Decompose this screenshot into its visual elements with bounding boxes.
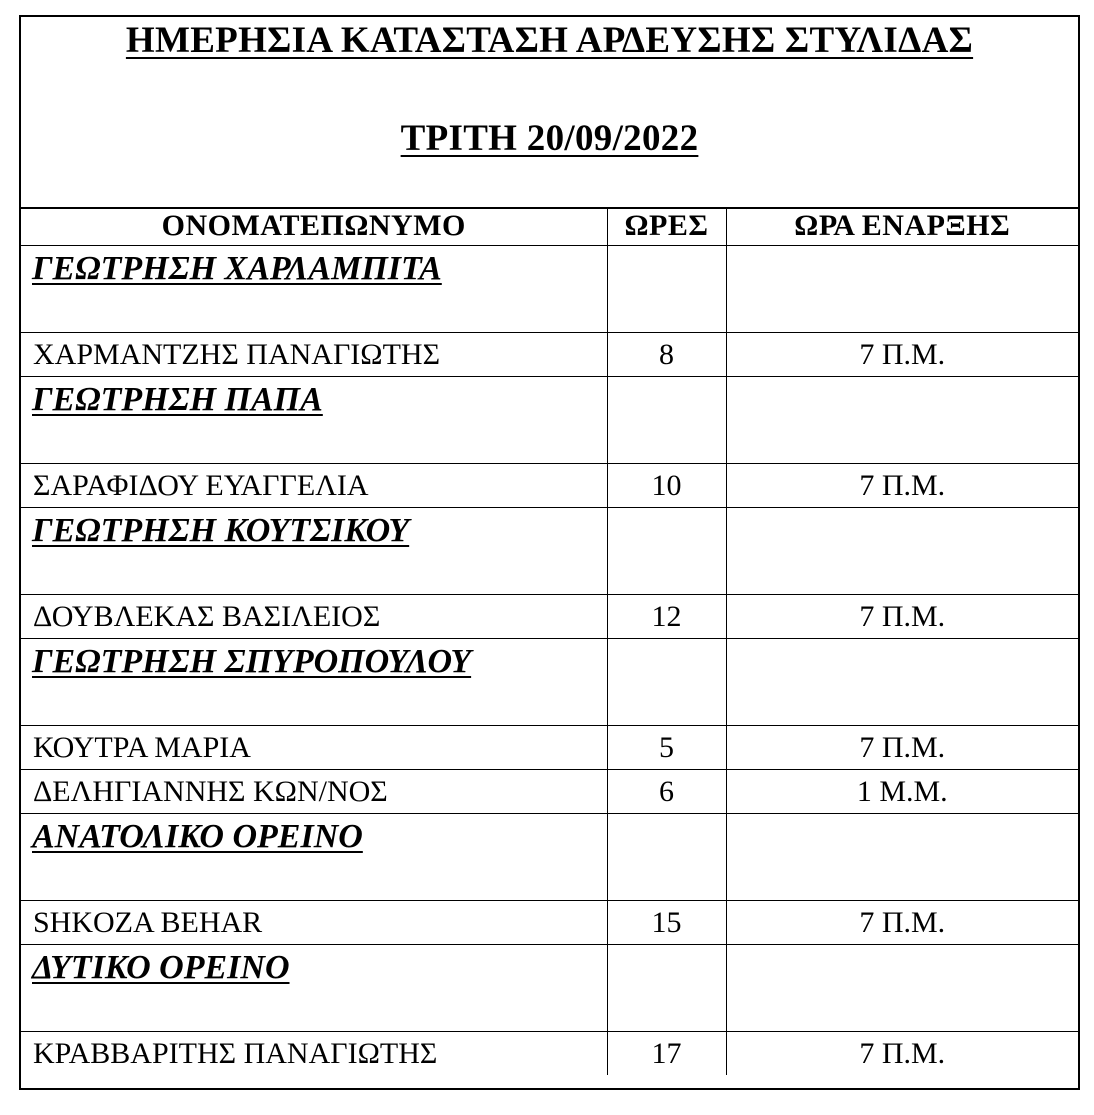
title-box [21, 17, 1078, 209]
document-frame [19, 15, 1080, 1090]
table-row [21, 770, 1078, 814]
section-empty-cell [607, 377, 726, 464]
hours-value: 15 [607, 901, 726, 945]
start-time-value: 7 Π.Μ. [726, 1032, 1078, 1076]
employee-name: ΚΟΥΤΡΑ ΜΑΡΙΑ [21, 726, 607, 770]
section-title: ΓΕΩΤΡΗΣΗ ΣΠΥΡΟΠΟΥΛΟΥ [32, 643, 472, 680]
section-empty-cell [726, 814, 1078, 901]
section-empty-cell [607, 639, 726, 726]
hours-value: 5 [607, 726, 726, 770]
section-empty-cell [607, 508, 726, 595]
section-row [21, 945, 1078, 1032]
section-title-cell [21, 945, 607, 1032]
hours-value: 8 [607, 333, 726, 377]
section-row [21, 377, 1078, 464]
table-row [21, 1032, 1078, 1076]
employee-name: ΔΕΛΗΓΙΑΝΝΗΣ ΚΩΝ/ΝΟΣ [21, 770, 607, 814]
employee-name: ΣΑΡΑΦΙΔΟΥ ΕΥΑΓΓΕΛΙΑ [21, 464, 607, 508]
start-time-value: 7 Π.Μ. [726, 901, 1078, 945]
employee-name: ΔΟΥΒΛΕΚΑΣ ΒΑΣΙΛΕΙΟΣ [21, 595, 607, 639]
section-title: ΓΕΩΤΡΗΣΗ ΚΟΥΤΣΙΚΟΥ [32, 512, 410, 549]
table-row [21, 333, 1078, 377]
irrigation-table [21, 207, 1078, 1075]
section-title-cell [21, 814, 607, 901]
section-title: ΓΕΩΤΡΗΣΗ ΠΑΠΑ [32, 381, 323, 418]
start-time-value: 1 Μ.Μ. [726, 770, 1078, 814]
section-empty-cell [726, 377, 1078, 464]
column-header-hours: ΩΡΕΣ [607, 207, 726, 246]
column-header-start: ΩΡΑ ΕΝΑΡΞΗΣ [726, 207, 1078, 246]
table-row [21, 595, 1078, 639]
table-header-row [21, 207, 1078, 246]
section-row [21, 508, 1078, 595]
table-row [21, 464, 1078, 508]
hours-value: 10 [607, 464, 726, 508]
section-empty-cell [726, 639, 1078, 726]
start-time-value: 7 Π.Μ. [726, 333, 1078, 377]
section-empty-cell [607, 814, 726, 901]
document-date: ΤΡΙΤΗ 20/09/2022 [400, 118, 699, 159]
section-empty-cell [726, 508, 1078, 595]
section-title-cell [21, 246, 607, 333]
section-empty-cell [607, 945, 726, 1032]
section-title: ΑΝΑΤΟΛΙΚΟ ΟΡΕΙΝΟ [32, 818, 363, 855]
document-title: ΗΜΕΡΗΣΙΑ ΚΑΤΑΣΤΑΣΗ ΑΡΔΕΥΣΗΣ ΣΤΥΛΙΔΑΣ [125, 20, 974, 61]
employee-name: SHKOZA BEHAR [21, 901, 607, 945]
employee-name: ΚΡΑΒΒΑΡΙΤΗΣ ΠΑΝΑΓΙΩΤΗΣ [21, 1032, 607, 1076]
start-time-value: 7 Π.Μ. [726, 464, 1078, 508]
section-row [21, 246, 1078, 333]
section-title: ΔΥΤΙΚΟ ΟΡΕΙΝΟ [32, 949, 290, 986]
section-title-cell [21, 377, 607, 464]
start-time-value: 7 Π.Μ. [726, 595, 1078, 639]
section-title-cell [21, 639, 607, 726]
section-empty-cell [607, 246, 726, 333]
section-row [21, 814, 1078, 901]
section-row [21, 639, 1078, 726]
start-time-value: 7 Π.Μ. [726, 726, 1078, 770]
section-title-cell [21, 508, 607, 595]
section-empty-cell [726, 945, 1078, 1032]
section-title: ΓΕΩΤΡΗΣΗ ΧΑΡΛΑΜΠΙΤΑ [32, 250, 442, 287]
table-row [21, 901, 1078, 945]
hours-value: 6 [607, 770, 726, 814]
employee-name: ΧΑΡΜΑΝΤΖΗΣ ΠΑΝΑΓΙΩΤΗΣ [21, 333, 607, 377]
table-row [21, 726, 1078, 770]
column-header-name: ΟΝΟΜΑΤΕΠΩΝΥΜΟ [21, 207, 607, 246]
section-empty-cell [726, 246, 1078, 333]
hours-value: 17 [607, 1032, 726, 1076]
hours-value: 12 [607, 595, 726, 639]
